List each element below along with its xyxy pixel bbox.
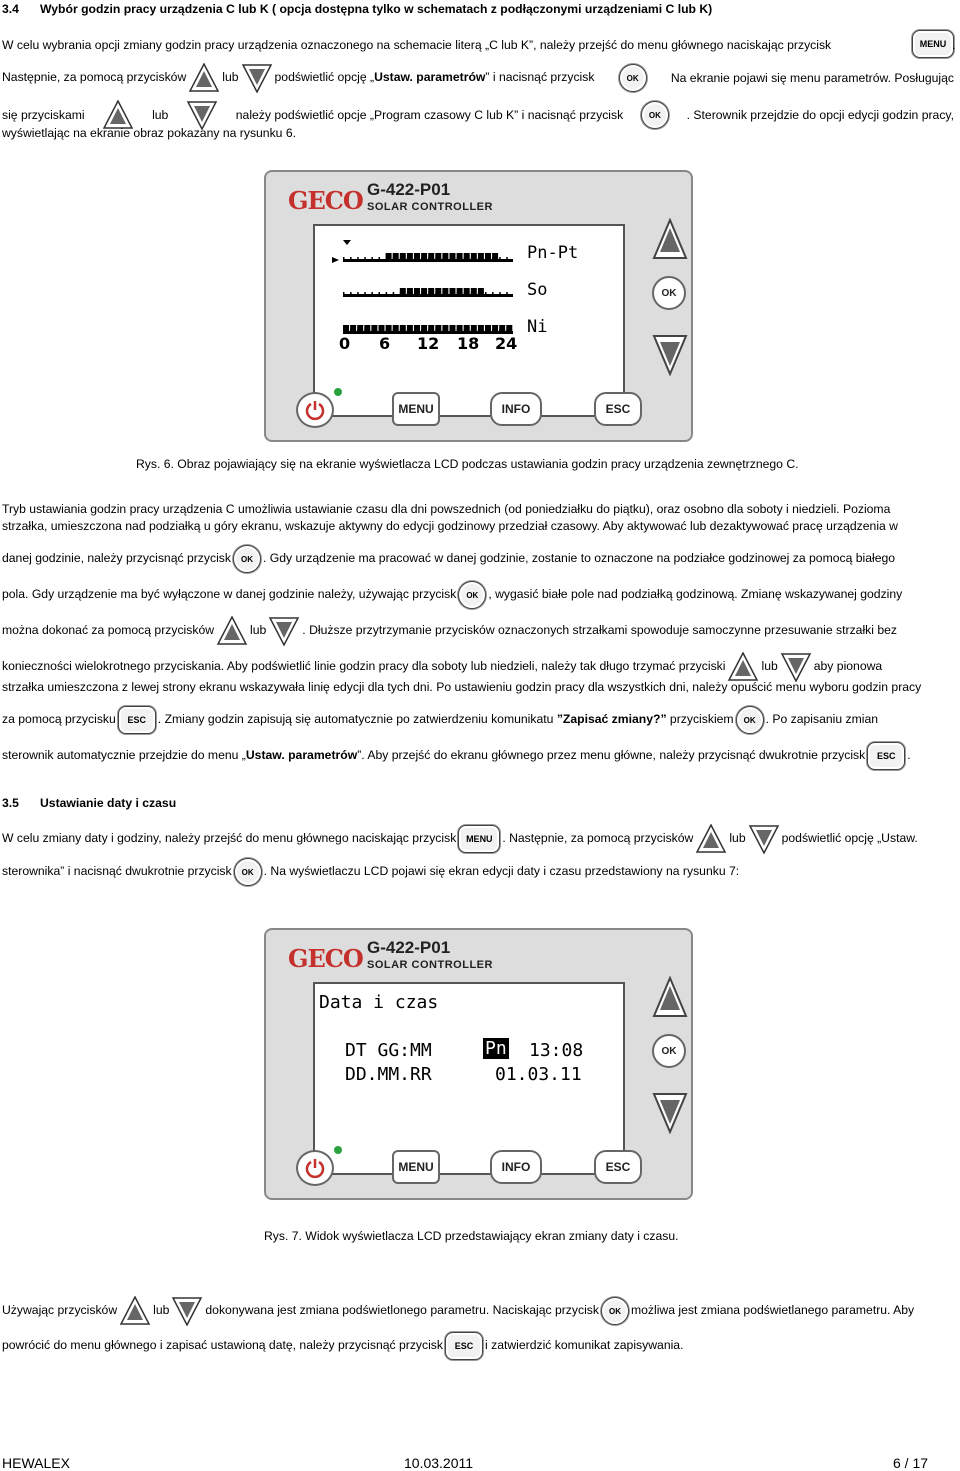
tick-label: 6 xyxy=(379,334,391,353)
arrow-down-icon xyxy=(780,652,812,682)
text: aby pionowa xyxy=(813,659,883,674)
section-number: 3.5 xyxy=(2,796,19,810)
paragraph-line xyxy=(2,706,954,736)
ok-button-icon: OK xyxy=(234,858,262,886)
footer-brand: HEWALEX xyxy=(2,1455,70,1471)
text-bold: Ustaw. parametrów xyxy=(245,748,358,763)
esc-button-icon: ESC xyxy=(867,742,905,770)
device-down-button[interactable] xyxy=(652,332,688,376)
figure-7-caption: Rys. 7. Widok wyświetlacza LCD przedstawiający ekran zmiany daty i czasu. xyxy=(264,1229,679,1243)
text: . Gdy urządzenie ma pracować w danej godzinie, zostanie to oznaczone na podziałce godzinowej za pomocą białego xyxy=(262,551,896,566)
device-down-button[interactable] xyxy=(652,1090,688,1134)
device-ok-button[interactable]: OK xyxy=(652,276,686,310)
text: za pomocą przycisku xyxy=(2,712,116,727)
text: podświetlić opcję „ xyxy=(274,70,375,85)
text: . xyxy=(907,748,911,763)
arrow-down-icon xyxy=(241,63,273,93)
arrow-down-icon xyxy=(171,1296,203,1326)
paragraph-line xyxy=(2,652,954,682)
menu-button-icon: MENU xyxy=(912,30,954,58)
device-info-button[interactable]: INFO xyxy=(490,1150,542,1184)
device-up-button[interactable] xyxy=(652,976,688,1020)
text: pola. Gdy urządzenie ma być wyłączone w danej godzinie należy, używając przycisk xyxy=(2,587,457,602)
text: strzałka, umieszczona nad podziałką u góry ekranu, wskazuje aktywny do edycji godzinowy przedział czasowy. Aby aktywować lub dezaktywować pracę urządzenia w xyxy=(2,519,898,533)
text: . Na wyświetlaczu LCD pojawi się ekran edycji daty i czasu przedstawiony na rysunku 7: xyxy=(263,864,740,879)
text: strzałka umieszczona z lewej strony ekranu wskazywała linię edycji dla tych dni. Po ustawieniu godzin pracy dla wszystkich dni, należy opuścić menu wyboru godzin pracy xyxy=(2,680,922,694)
text: i zatwierdzić komunikat zapisywania. xyxy=(485,1338,684,1353)
ok-button-icon: OK xyxy=(641,101,669,129)
power-icon xyxy=(304,1157,326,1179)
paragraph-line xyxy=(2,64,954,92)
power-icon xyxy=(304,399,326,421)
ok-button-icon: OK xyxy=(619,64,647,92)
text: się przyciskami xyxy=(2,107,85,122)
text: ”. Aby przejść do ekranu głównego przez menu główne, należy przycisnąć dwukrotnie przycisk xyxy=(357,748,866,763)
paragraph-line xyxy=(2,581,954,611)
device-menu-button[interactable]: MENU xyxy=(392,1150,440,1184)
ok-button-icon: OK xyxy=(458,581,486,609)
model-subtitle: SOLAR CONTROLLER xyxy=(367,201,493,213)
geco-logo: GECO xyxy=(288,944,363,973)
figure-6-caption: Rys. 6. Obraz pojawiający się na ekranie wyświetlacza LCD podczas ustawiania godzin pracy urządzenia zewnętrznego C. xyxy=(136,457,799,471)
paragraph-line xyxy=(2,545,954,575)
text: możliwa jest zmiana podświetlanego parametru. Aby xyxy=(630,1303,915,1318)
text: . Zmiany godzin zapisują się automatycznie po zatwierdzeniu komunikatu xyxy=(157,712,557,727)
tick-label: 0 xyxy=(339,334,351,353)
controller-figure-7 xyxy=(264,928,693,1200)
text: W celu wybrania opcji zmiany godzin pracy urządzenia oznaczonego na schemacie literą „C lub K”, należy przejść do menu głównego naciskając przycisk xyxy=(2,38,832,52)
paragraph-line xyxy=(2,616,954,646)
paragraph-line xyxy=(2,519,954,534)
ok-button-icon: OK xyxy=(601,1297,629,1325)
text: . Dłuższe przytrzymanie przycisków oznaczonych strzałkami spowoduje samoczynne przesuwanie strzałki bez xyxy=(302,623,898,638)
tick-label: 18 xyxy=(457,334,480,353)
device-ok-button[interactable]: OK xyxy=(652,1034,686,1068)
text: , wygasić białe pole nad podziałką godzinową. Zmianę wskazywanej godziny xyxy=(488,587,903,602)
lcd-day-highlight: Pn xyxy=(485,1038,507,1059)
paragraph-line xyxy=(2,126,954,141)
arrow-up-icon xyxy=(695,824,727,854)
lcd-screen xyxy=(313,224,625,417)
footer-page-number: 6 / 17 xyxy=(893,1455,929,1471)
text: Na ekranie pojawi się menu parametrów. Posługując xyxy=(670,70,954,85)
text: danej godzinie, należy przycisnąć przycisk xyxy=(2,551,231,566)
text: lub xyxy=(222,70,239,85)
text: lub xyxy=(250,623,267,638)
menu-button-icon: MENU xyxy=(458,825,500,853)
arrow-up-icon xyxy=(216,616,248,646)
controller-figure-6 xyxy=(264,170,693,442)
row-label-saturday: So xyxy=(527,280,548,300)
paragraph-line xyxy=(2,742,954,772)
device-esc-button[interactable]: ESC xyxy=(594,392,642,426)
device-esc-button[interactable]: ESC xyxy=(594,1150,642,1184)
arrow-down-icon xyxy=(748,824,780,854)
text: podświetlić opcję „Ustaw. xyxy=(781,831,918,846)
model-subtitle: SOLAR CONTROLLER xyxy=(367,959,493,971)
tick-label: 24 xyxy=(495,334,518,353)
paragraph-line xyxy=(2,680,954,695)
text: . Po zapisaniu zmian xyxy=(765,712,879,727)
section-number: 3.4 xyxy=(2,2,19,16)
text: dokonywana jest zmiana podświetlonego parametru. Naciskając przycisk xyxy=(205,1303,599,1318)
text: lub xyxy=(729,831,746,846)
text: . Następnie, za pomocą przycisków xyxy=(502,831,694,846)
paragraph-line xyxy=(2,38,954,53)
arrow-up-icon xyxy=(727,652,759,682)
text: konieczności wielokrotnego przyciskania. Aby podświetlić linie godzin pracy dla soboty lub niedzieli, należy tak długo trzymać przyciski xyxy=(2,659,726,674)
section-heading-3-5 xyxy=(2,796,954,811)
esc-button-icon: ESC xyxy=(118,706,156,734)
text: należy podświetlić opcje „Program czasowy C lub K” i nacisnąć przycisk xyxy=(235,107,624,122)
arrow-up-icon xyxy=(188,63,220,93)
lcd-date: 01.03.11 xyxy=(495,1064,582,1085)
esc-button-icon: ESC xyxy=(445,1332,483,1360)
row-label-sunday: Ni xyxy=(527,317,548,337)
text: Tryb ustawiania godzin pracy urządzenia C umożliwia ustawianie czasu dla dni powszednich (od poniedziałku do piątku), oraz osobno dla soboty i niedzieli. Pozioma xyxy=(2,502,891,516)
tick-label: 12 xyxy=(417,334,440,353)
text: . Sterownik przejdzie do opcji edycji godzin pracy, xyxy=(686,107,954,122)
lcd-row1-label: DT GG:MM xyxy=(345,1040,432,1061)
text: . xyxy=(952,38,956,52)
paragraph-line xyxy=(2,858,954,888)
row-label-weekdays: Pn-Pt xyxy=(527,243,579,263)
device-menu-button[interactable]: MENU xyxy=(392,392,440,426)
lcd-title: Data i czas xyxy=(319,992,439,1013)
device-info-button[interactable]: INFO xyxy=(490,392,542,426)
text: można dokonać za pomocą przycisków xyxy=(2,623,215,638)
text: Następnie, za pomocą przycisków xyxy=(2,70,187,85)
geco-logo: GECO xyxy=(288,186,363,215)
footer-date: 10.03.2011 xyxy=(404,1455,474,1471)
text: powrócić do menu głównego i zapisać ustawioną datę, należy przycisnąć przycisk xyxy=(2,1338,443,1353)
paragraph-line xyxy=(2,1332,954,1362)
text: lub xyxy=(153,1303,170,1318)
lcd-row2-label: DD.MM.RR xyxy=(345,1064,432,1085)
section-title: Wybór godzin pracy urządzenia C lub K ( opcja dostępna tylko w schematach z podłączonymi urządzeniami C lub K) xyxy=(40,2,713,16)
ok-button-icon: OK xyxy=(233,545,261,573)
text: lub xyxy=(761,659,778,674)
text: sterownika” i nacisnąć dwukrotnie przycisk xyxy=(2,864,232,879)
device-power-button[interactable] xyxy=(296,1150,334,1186)
section-title: Ustawianie daty i czasu xyxy=(40,796,177,810)
device-power-button[interactable] xyxy=(296,392,334,428)
model-name: G-422-P01 xyxy=(367,180,451,199)
text: ” i nacisnąć przycisk xyxy=(485,70,595,85)
text: Używając przycisków xyxy=(2,1303,118,1318)
arrow-up-icon xyxy=(119,1296,151,1326)
device-up-button[interactable] xyxy=(652,218,688,262)
text-bold: ”Zapisać zmiany?” xyxy=(556,712,667,727)
power-led xyxy=(334,1146,342,1154)
arrow-down-icon xyxy=(268,616,300,646)
lcd-time: 13:08 xyxy=(529,1040,584,1061)
text: wyświetlając na ekranie obraz pokazany na rysunku 6. xyxy=(2,126,297,140)
lcd-screen xyxy=(313,982,625,1175)
model-name: G-422-P01 xyxy=(367,938,451,957)
text-bold: Ustaw. parametrów xyxy=(374,70,486,85)
section-heading-3-4 xyxy=(2,2,954,17)
text: W celu zmiany daty i godziny, należy przejść do menu głównego naciskając przycisk xyxy=(2,831,457,846)
text: przyciskiem xyxy=(666,712,734,727)
power-led xyxy=(334,388,342,396)
paragraph-line xyxy=(2,824,954,854)
text: sterownik automatycznie przejdzie do menu „ xyxy=(2,748,246,763)
paragraph-line xyxy=(2,502,954,517)
text: lub xyxy=(152,107,169,122)
paragraph-line xyxy=(2,1296,954,1328)
ok-button-icon: OK xyxy=(736,706,764,734)
